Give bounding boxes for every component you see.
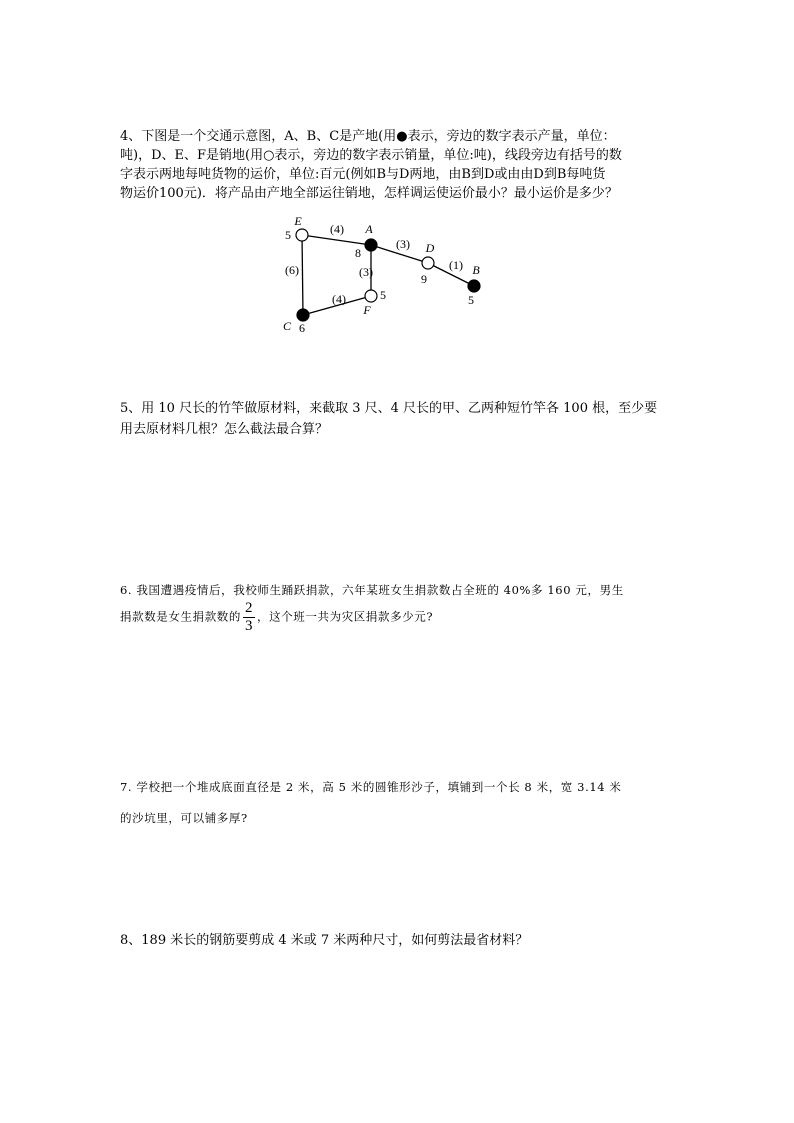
edge-cost-EA: (4) <box>330 222 344 236</box>
fraction <box>243 600 255 635</box>
question-6 <box>120 581 680 635</box>
edge-EA <box>302 235 371 245</box>
node-label-A: A <box>365 222 373 236</box>
question-6-line-2 <box>120 600 680 635</box>
node-amount-A: 8 <box>355 246 361 260</box>
edge-cost-DB: (1) <box>449 258 463 272</box>
node-amount-D: 9 <box>421 272 427 286</box>
question-6-text: ，这个班一共为灾区捐款多少元? <box>257 609 434 624</box>
origin-node-B <box>468 280 480 292</box>
node-amount-B: 5 <box>468 293 474 307</box>
fraction-denominator: 3 <box>244 618 254 634</box>
transport-diagram <box>0 0 794 360</box>
question-4-line: 4、下图是一个交通示意图，A、B、C是产地(用●表示，旁边的数字表示产量，单位： <box>120 129 616 144</box>
node-amount-E: 5 <box>285 228 291 242</box>
edge-cost-CF: (4) <box>332 292 346 306</box>
edge-cost-AD: (3) <box>396 237 410 251</box>
node-label-E: E <box>294 214 302 228</box>
origin-node-C <box>297 309 309 321</box>
edge-EC <box>302 235 303 315</box>
question-4-line: 字表示两地每吨货物的运价，单位:百元(例如B与D两地，由B到D或由由D到B每吨货 <box>120 167 606 182</box>
node-amount-C: 6 <box>299 321 305 335</box>
question-6-text: 捐款数是女生捐款数的 <box>120 609 241 624</box>
question-6-line: 6. 我国遭遇疫情后，我校师生踊跃捐款，六年某班女生捐款数占全班的 40%多 160 元，男生 <box>120 583 624 597</box>
question-8-text: 8、189 米长的钢筋要剪成 4 米或 7 米两种尺寸，如何剪法最省材料？ <box>120 933 529 948</box>
sale-node-D <box>422 257 434 269</box>
question-4-line: 吨)，D、E、F是销地(用○表示，旁边的数字表示销量，单位:吨)，线段旁边有括号的数 <box>120 148 622 163</box>
node-label-C: C <box>282 319 292 333</box>
edge-cost-EC: (6) <box>285 263 299 277</box>
node-label-D: D <box>425 241 435 255</box>
question-7 <box>120 778 680 828</box>
question-7-line: 的沙坑里，可以铺多厚? <box>120 811 248 825</box>
question-8 <box>120 931 680 950</box>
origin-node-A <box>365 239 377 251</box>
node-label-F: F <box>363 303 371 317</box>
question-5-line: 5、用 10 尺长的竹竿做原材料，来截取 3 尺、4 尺长的甲、乙两种短竹竿各 100 根，至少要 <box>120 401 658 416</box>
edge-cost-AF: (3) <box>359 265 373 279</box>
question-4-line: 物运价100元)．将产品由产地全部运往销地，怎样调运使运价最小？最小运价是多少？ <box>120 186 618 201</box>
question-5-line: 用去原材料几根？怎么截法最合算？ <box>120 422 329 437</box>
sale-node-E <box>296 229 308 241</box>
node-amount-F: 5 <box>380 288 386 302</box>
fraction-numerator: 2 <box>244 600 254 616</box>
question-5 <box>120 398 680 440</box>
sale-node-F <box>365 290 377 302</box>
node-label-B: B <box>472 263 480 277</box>
question-7-line: 7. 学校把一个堆成底面直径是 2 米，高 5 米的圆锥形沙子，填铺到一个长 8 米，宽 3.14 米 <box>120 780 622 794</box>
